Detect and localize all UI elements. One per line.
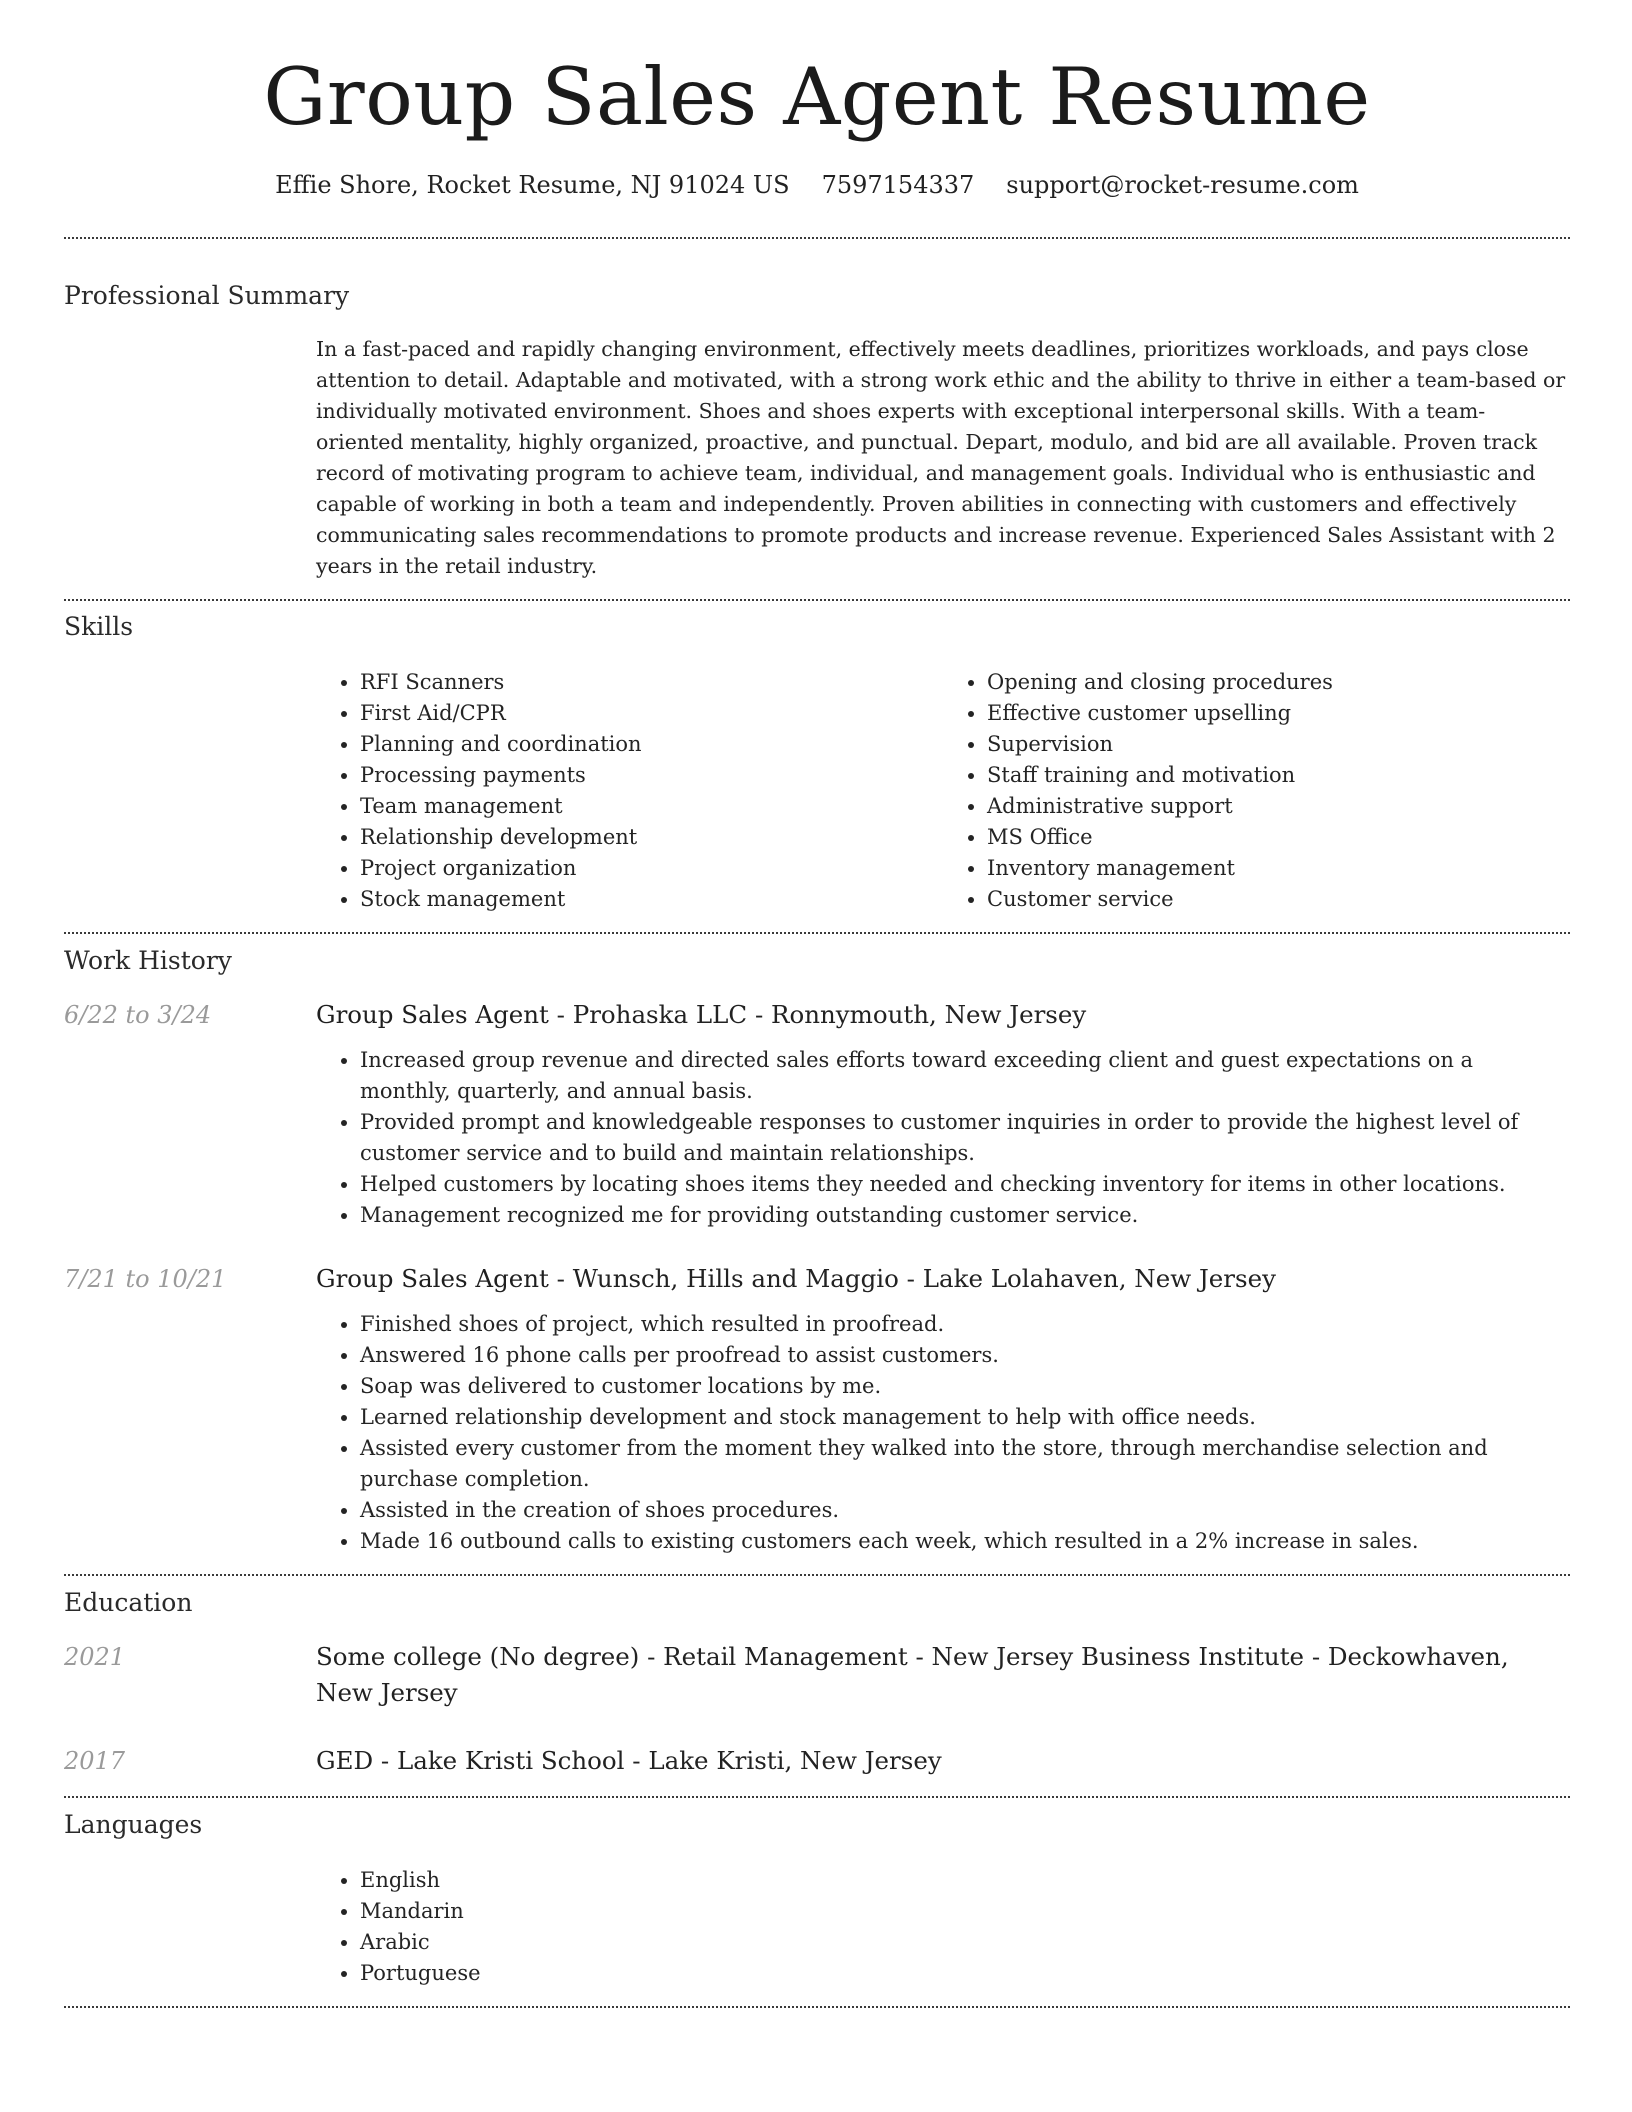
education-heading-line	[316, 1743, 942, 1779]
list-item: • Stock management	[360, 884, 943, 915]
skills-list-right	[943, 667, 1570, 915]
job-bullets	[316, 1045, 1570, 1231]
job-dates: 6/22 to 3/24	[64, 1001, 212, 1029]
skills-list-left	[316, 667, 943, 915]
list-item: • Effective customer upselling	[987, 698, 1570, 729]
list-item: • Relationship development	[360, 822, 943, 853]
list-item: • Customer service	[987, 884, 1570, 915]
summary-heading: Professional Summary	[64, 281, 350, 310]
list-item: • English	[360, 1865, 1570, 1896]
list-item: • Opening and closing procedures	[987, 667, 1570, 698]
contact-email: support@rocket-resume.com	[1006, 171, 1359, 199]
list-item: • Staff training and motivation	[987, 760, 1570, 791]
list-item: • Mandarin	[360, 1896, 1570, 1927]
list-item: • Made 16 outbound calls to existing customers each week, which resulted in a 2% increase in sales.	[360, 1526, 1570, 1557]
education-heading: Education	[64, 1588, 193, 1617]
list-item: • RFI Scanners	[360, 667, 943, 698]
list-item: • Planning and coordination	[360, 729, 943, 760]
education-degree: Some college (No degree) - Retail Management	[316, 1642, 908, 1671]
contact-phone: 7597154337	[821, 171, 975, 199]
education-heading-line	[316, 1639, 1570, 1711]
list-item: • Soap was delivered to customer locations by me.	[360, 1371, 1570, 1402]
summary-body	[316, 334, 1570, 582]
list-item: • Team management	[360, 791, 943, 822]
list-item: • Management recognized me for providing outstanding customer service.	[360, 1200, 1570, 1231]
skills-section	[64, 601, 1570, 915]
list-item: • Processing payments	[360, 760, 943, 791]
work-section	[64, 934, 1570, 1557]
work-heading: Work History	[64, 946, 232, 975]
languages-section	[64, 1798, 1570, 1989]
resume-title: Group Sales Agent Resume	[263, 51, 1371, 143]
resume-page	[64, 0, 1570, 2008]
list-item: • Arabic	[360, 1927, 1570, 1958]
job-dates: 7/21 to 10/21	[64, 1265, 227, 1293]
job-bullets	[316, 1309, 1570, 1557]
list-item: • Increased group revenue and directed sales efforts toward exceeding client and guest expectations on a monthly, quarterly, and annual basis.	[360, 1045, 1570, 1107]
languages-heading: Languages	[64, 1810, 203, 1839]
job-employer: - Prohaska LLC - Ronnymouth, New Jersey	[548, 1000, 1087, 1029]
skills-heading: Skills	[64, 612, 134, 641]
summary-text: In a fast-paced and rapidly changing environment, effectively meets deadlines, prioritizes workloads, and pays close attention to detail. Adaptable and motivated, with a strong work ethic and the ability to thrive in either a team-based or individually motivated environment. Shoes and shoes experts with exceptional interpersonal skills. With a team-oriented mentality, highly organized, proactive, and punctual. Depart, modulo, and bid are all available. Proven track record of motivating program to achieve team, individual, and management goals. Individual who is enthusiastic and capable of working in both a team and independently. Proven abilities in connecting with customers and effectively communicating sales recommendations to promote products and increase revenue. Experienced Sales Assistant with 2 years in the retail industry.	[316, 337, 1566, 578]
summary-section	[64, 239, 1570, 582]
education-school: - New Jersey Business Institute - Deckowhaven, New Jersey	[316, 1642, 1509, 1707]
list-item: • Portuguese	[360, 1958, 1570, 1989]
job-heading	[316, 997, 1086, 1033]
education-school: - Lake Kristi School - Lake Kristi, New Jersey	[373, 1746, 942, 1775]
contact-line	[64, 171, 1570, 199]
list-item: • Project organization	[360, 853, 943, 884]
list-item: • MS Office	[987, 822, 1570, 853]
skills-grid	[316, 667, 1570, 915]
education-year: 2017	[64, 1747, 126, 1775]
job-role: Group Sales Agent	[316, 1000, 549, 1029]
list-item: • Administrative support	[987, 791, 1570, 822]
list-item: • Supervision	[987, 729, 1570, 760]
job-entry	[64, 997, 1570, 1231]
list-item: • Answered 16 phone calls per proofread to assist customers.	[360, 1340, 1570, 1371]
divider	[64, 2006, 1570, 2008]
list-item: • Learned relationship development and stock management to help with office needs.	[360, 1402, 1570, 1433]
list-item: • Inventory management	[987, 853, 1570, 884]
list-item: • Assisted in the creation of shoes procedures.	[360, 1495, 1570, 1526]
job-employer: - Wunsch, Hills and Maggio - Lake Lolahaven, New Jersey	[548, 1264, 1276, 1293]
job-entry	[64, 1261, 1570, 1557]
education-section	[64, 1576, 1570, 1779]
languages-list	[316, 1865, 1570, 1989]
list-item: • Assisted every customer from the moment they walked into the store, through merchandise selection and purchase completion.	[360, 1433, 1570, 1495]
job-role: Group Sales Agent	[316, 1264, 549, 1293]
list-item: • Helped customers by locating shoes items they needed and checking inventory for items in other locations.	[360, 1169, 1570, 1200]
contact-address: Effie Shore, Rocket Resume, NJ 91024 US	[275, 171, 790, 199]
list-item: • First Aid/CPR	[360, 698, 943, 729]
list-item: • Finished shoes of project, which resulted in proofread.	[360, 1309, 1570, 1340]
education-entry	[64, 1743, 1570, 1779]
education-entry	[64, 1639, 1570, 1711]
list-item: • Provided prompt and knowledgeable responses to customer inquiries in order to provide the highest level of customer service and to build and maintain relationships.	[360, 1107, 1570, 1169]
education-degree: GED	[316, 1746, 374, 1775]
job-heading	[316, 1261, 1276, 1297]
education-year: 2021	[64, 1643, 126, 1671]
